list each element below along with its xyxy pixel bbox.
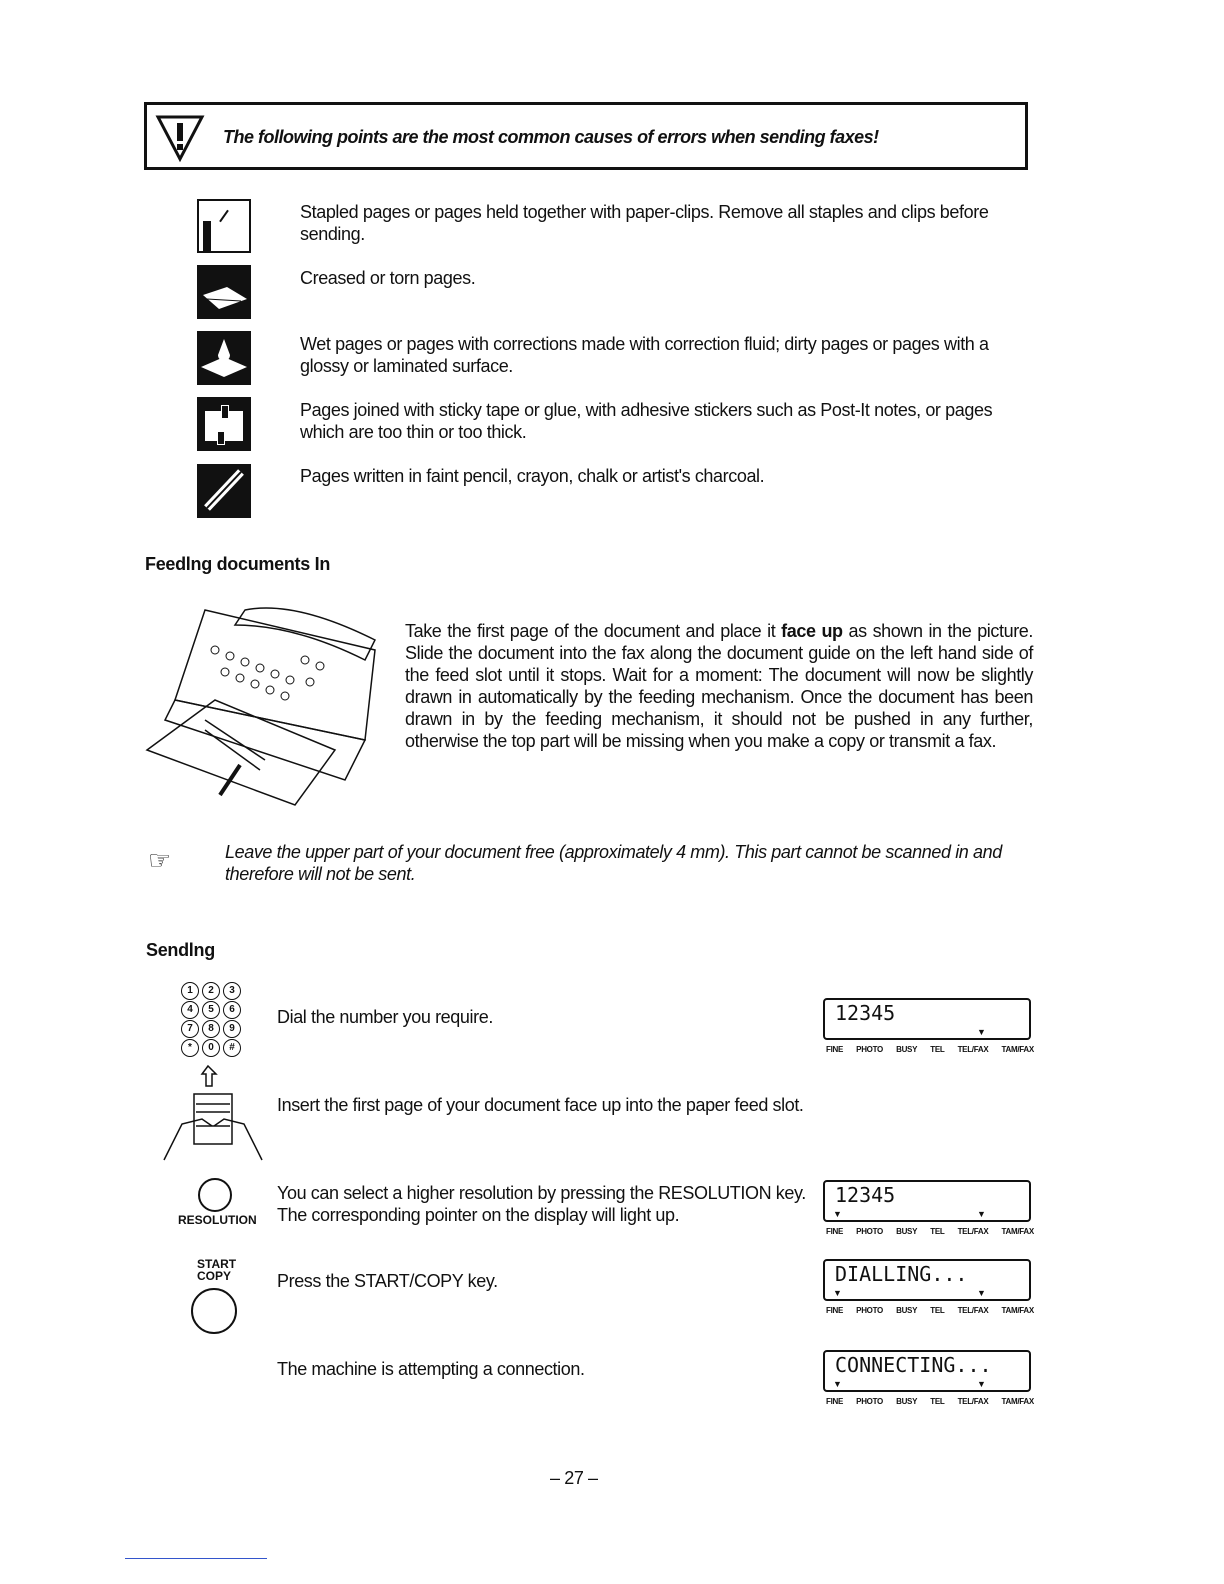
insert-document-icon <box>162 1064 264 1164</box>
note-text: Leave the upper part of your document free (approximately 4 mm). This part cannot be scanned in and therefore will not be sent. <box>225 842 1002 884</box>
display-value: 12345 <box>835 1001 896 1025</box>
label: TEL/FAX <box>957 1045 989 1054</box>
cause-text: Pages written in faint pencil, crayon, chalk or artist's charcoal. <box>300 466 765 486</box>
label: FINE <box>826 1397 844 1406</box>
label: TAM/FAX <box>1001 1045 1034 1054</box>
display-labels <box>826 1306 1034 1316</box>
display-labels <box>826 1227 1034 1237</box>
label: PHOTO <box>856 1306 883 1315</box>
section-heading-sending: Sendlng <box>146 940 215 960</box>
pointing-hand-icon: ☞ <box>148 845 172 875</box>
step-text: You can select a higher resolution by pressing the RESOLUTION key. The corresponding pointer on the display will light up. <box>277 1183 806 1225</box>
pointer-icon: ▼ <box>977 1288 986 1298</box>
page-number: – 27 – <box>550 1468 598 1488</box>
warning-box <box>144 102 1028 170</box>
key: * <box>181 1039 199 1057</box>
key: 6 <box>223 1001 241 1019</box>
lcd-display <box>823 1180 1031 1222</box>
display-value: 12345 <box>835 1183 896 1207</box>
fax-machine-illustration <box>145 600 385 810</box>
key: 3 <box>223 982 241 1000</box>
step-text: Press the START/COPY key. <box>277 1271 498 1291</box>
creased-page-icon <box>197 265 251 319</box>
display-value: CONNECTING... <box>835 1353 992 1377</box>
step-text: Dial the number you require. <box>277 1007 493 1027</box>
label: FINE <box>826 1045 844 1054</box>
lcd-display <box>823 1259 1031 1301</box>
step-text: The machine is attempting a connection. <box>277 1359 585 1379</box>
label-copy: COPY <box>197 1269 232 1283</box>
key: 7 <box>181 1020 199 1038</box>
label: TAM/FAX <box>1001 1227 1034 1236</box>
start-copy-key-label <box>197 1257 237 1283</box>
key: 1 <box>181 982 199 1000</box>
label: PHOTO <box>856 1045 883 1054</box>
label: TEL <box>930 1227 945 1236</box>
warning-text: The following points are the most common causes of errors when sending faxes! <box>223 127 879 147</box>
label: BUSY <box>896 1306 918 1315</box>
label: PHOTO <box>856 1227 883 1236</box>
key: 8 <box>202 1020 220 1038</box>
label: TEL <box>930 1045 945 1054</box>
display-labels <box>826 1397 1034 1407</box>
pointer-icon: ▼ <box>977 1209 986 1219</box>
step-text: Insert the first page of your document face up into the paper feed slot. <box>277 1095 804 1115</box>
label-start: START <box>197 1257 237 1271</box>
keypad-icon <box>181 982 243 1057</box>
label: BUSY <box>896 1227 918 1236</box>
key: # <box>223 1039 241 1057</box>
label: BUSY <box>896 1045 918 1054</box>
cause-text: Creased or torn pages. <box>300 268 476 288</box>
key: 4 <box>181 1001 199 1019</box>
key: 0 <box>202 1039 220 1057</box>
warning-triangle-icon <box>155 113 205 163</box>
feeding-instructions <box>405 620 1033 752</box>
pointer-icon: ▼ <box>977 1379 986 1389</box>
label: PHOTO <box>856 1397 883 1406</box>
display-value: DIALLING... <box>835 1262 968 1286</box>
staple-icon <box>197 199 251 253</box>
label: TEL/FAX <box>957 1306 989 1315</box>
pointer-icon: ▼ <box>977 1027 986 1037</box>
wet-page-icon <box>197 331 251 385</box>
resolution-key-icon[interactable] <box>197 1177 233 1213</box>
lcd-display <box>823 998 1031 1040</box>
tape-icon <box>197 397 251 451</box>
cause-text: Pages joined with sticky tape or glue, with adhesive stickers such as Post-It notes, or pages which are too thin or too thick. <box>300 400 993 442</box>
resolution-key-label: RESOLUTION <box>178 1213 257 1227</box>
key: 5 <box>202 1001 220 1019</box>
label: TEL/FAX <box>957 1397 989 1406</box>
label: TEL <box>930 1397 945 1406</box>
text: as shown in the picture. Slide the document into the fax along the document guide on the left hand side of the feed slot until it stops. Wait for a moment: The document will now be slightly drawn in automatically by the feeding mechanism. Once the document has been drawn in by the feeding mechanism, it should not be pushed in any further, otherwise the top part will be missing when you make a copy or transmit a fax. <box>405 621 1034 751</box>
label: TAM/FAX <box>1001 1397 1034 1406</box>
label: FINE <box>826 1306 844 1315</box>
key: 2 <box>202 982 220 1000</box>
pencil-icon <box>197 464 251 518</box>
section-heading-feeding: Feedlng documents In <box>145 554 331 574</box>
display-labels <box>826 1045 1034 1055</box>
label: TEL/FAX <box>957 1227 989 1236</box>
label: TAM/FAX <box>1001 1306 1034 1315</box>
start-copy-key-icon[interactable] <box>189 1286 239 1336</box>
bold-text: face up <box>781 621 843 641</box>
pointer-icon: ▼ <box>833 1209 842 1219</box>
cause-text: Wet pages or pages with corrections made with correction fluid; dirty pages or pages with a glossy or laminated surface. <box>300 334 989 376</box>
label: TEL <box>930 1306 945 1315</box>
label: BUSY <box>896 1397 918 1406</box>
label: FINE <box>826 1227 844 1236</box>
text: Take the first page of the document and place it <box>405 621 782 641</box>
pointer-icon: ▼ <box>833 1379 842 1389</box>
lcd-display <box>823 1350 1031 1392</box>
key: 9 <box>223 1020 241 1038</box>
pointer-icon: ▼ <box>833 1288 842 1298</box>
footer-rule <box>125 1558 267 1559</box>
cause-text: Stapled pages or pages held together with paper-clips. Remove all staples and clips before sending. <box>300 202 989 244</box>
